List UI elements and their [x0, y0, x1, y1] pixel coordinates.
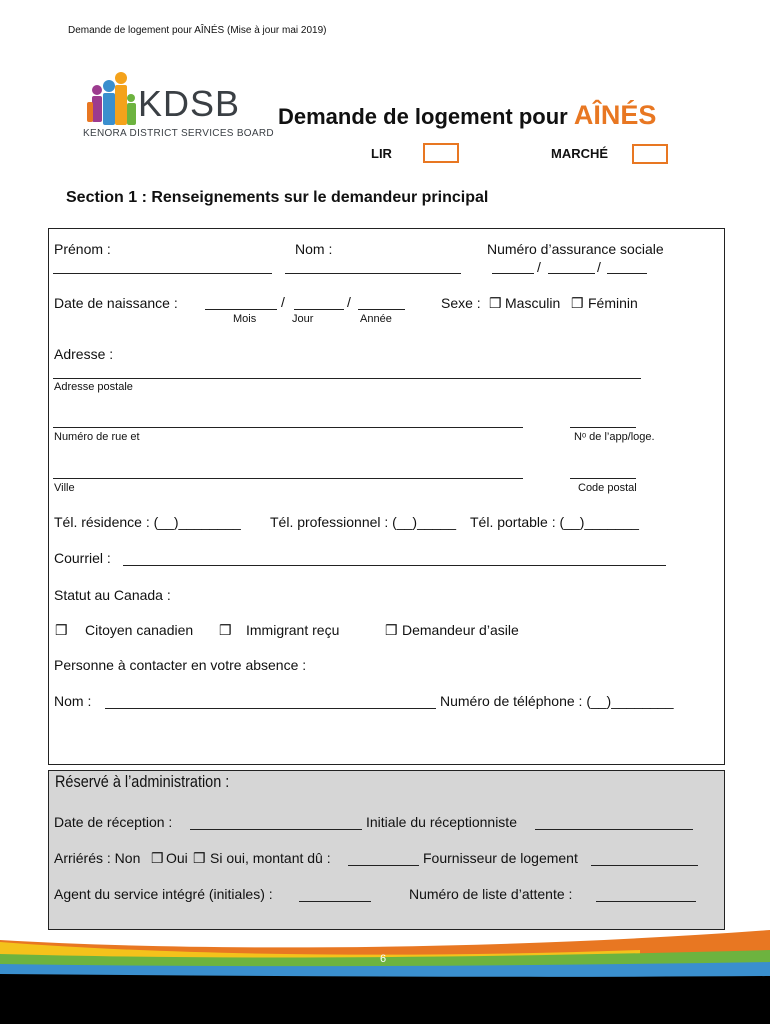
montant-field[interactable] — [348, 865, 419, 866]
footer-banner — [0, 930, 770, 1024]
admin-section — [48, 770, 725, 930]
asile-checkbox[interactable]: ❒ — [385, 622, 398, 638]
contact-label: Personne à contacter en votre absence : — [54, 657, 307, 673]
date-reception-field[interactable] — [190, 829, 362, 830]
code-postal-caption: Code postal — [578, 482, 637, 494]
app-field[interactable] — [570, 427, 636, 428]
nas-separator: / — [537, 259, 541, 275]
admin-title: Réservé à l’administration : — [55, 772, 230, 791]
liste-label: Numéro de liste d’attente : — [409, 886, 573, 902]
tel-portable-field[interactable]: Tél. portable : (__)_______ — [470, 514, 639, 530]
initiale-field[interactable] — [535, 829, 693, 830]
sexe-masculin-label: Masculin — [505, 295, 561, 311]
adresse-postale-field[interactable] — [53, 378, 641, 379]
ville-caption: Ville — [54, 482, 75, 494]
dob-month-field[interactable] — [205, 309, 277, 310]
nas-separator: / — [597, 259, 601, 275]
title-accent: AÎNÉS — [573, 100, 657, 130]
dob-separator: / — [281, 294, 285, 310]
ville-field[interactable] — [53, 478, 523, 479]
dob-day-caption: Jour — [292, 313, 314, 325]
courriel-field[interactable] — [123, 565, 666, 566]
family-figures-icon — [83, 72, 143, 130]
tel-residence-field[interactable]: Tél. résidence : (__)________ — [54, 514, 241, 530]
courriel-label: Courriel : — [54, 550, 111, 566]
logo-wordmark: KDSB — [138, 83, 241, 124]
date-reception-label: Date de réception : — [54, 814, 173, 830]
prenom-label: Prénom : — [54, 241, 111, 257]
initiale-label: Initiale du réceptionniste — [366, 814, 517, 830]
citoyen-label: Citoyen canadien — [85, 622, 194, 638]
nas-field-1[interactable] — [492, 273, 534, 274]
prenom-field[interactable] — [53, 273, 272, 274]
arrieres-label: Arriérés : Non — [54, 850, 141, 866]
nom-field[interactable] — [285, 273, 461, 274]
adresse-postale-caption: Adresse postale — [54, 381, 133, 393]
si-oui-label: Si oui, montant dû : — [210, 850, 331, 866]
sexe-masculin-checkbox[interactable]: ❒ — [489, 295, 502, 311]
nom-label: Nom : — [295, 241, 333, 257]
app-caption: Nᵒ de l’app/loge. — [574, 431, 655, 443]
option-marche-label: MARCHÉ — [551, 146, 609, 161]
agent-field[interactable] — [299, 901, 371, 902]
sexe-feminin-label: Féminin — [588, 295, 638, 311]
nas-field-3[interactable] — [607, 273, 647, 274]
dob-day-field[interactable] — [294, 309, 344, 310]
arrieres-non-checkbox[interactable]: ❒ — [151, 850, 164, 866]
numero-rue-field[interactable] — [53, 427, 523, 428]
immigrant-checkbox[interactable]: ❒ — [219, 622, 232, 638]
adresse-label: Adresse : — [54, 346, 114, 362]
option-lir-label: LIR — [371, 146, 392, 161]
section-1-title: Section 1 : Renseignements sur le demandeur principal — [66, 189, 489, 206]
dob-year-field[interactable] — [358, 309, 405, 310]
dob-separator: / — [347, 294, 351, 310]
asile-label: Demandeur d’asile — [402, 622, 519, 638]
sexe-label: Sexe : — [441, 295, 481, 311]
liste-field[interactable] — [596, 901, 696, 902]
kdsb-logo — [83, 72, 274, 144]
nas-label: Numéro d’assurance sociale — [487, 241, 664, 257]
numero-rue-caption: Numéro de rue et — [54, 431, 140, 443]
arrieres-oui-checkbox[interactable]: ❒ — [193, 850, 206, 866]
contact-nom-field[interactable] — [105, 708, 436, 709]
tel-professionnel-field[interactable]: Tél. professionnel : (__)_____ — [270, 514, 456, 530]
page-number: 6 — [380, 953, 387, 965]
option-lir-checkbox[interactable] — [423, 143, 459, 163]
citoyen-checkbox[interactable]: ❒ — [55, 622, 68, 638]
agent-label: Agent du service intégré (initiales) : — [54, 886, 273, 902]
contact-nom-label: Nom : — [54, 693, 92, 709]
dob-label: Date de naissance : — [54, 295, 178, 311]
immigrant-label: Immigrant reçu — [246, 622, 340, 638]
code-postal-field[interactable] — [570, 478, 636, 479]
dob-year-caption: Année — [360, 313, 392, 325]
logo-subtitle: KENORA DISTRICT SERVICES BOARD — [83, 128, 274, 139]
contact-tel-field[interactable]: Numéro de téléphone : (__)________ — [440, 693, 674, 709]
sexe-feminin-checkbox[interactable]: ❒ — [571, 295, 584, 311]
option-marche-checkbox[interactable] — [632, 144, 668, 164]
fournisseur-field[interactable] — [591, 865, 698, 866]
arrieres-oui-label: Oui — [166, 850, 188, 866]
nas-field-2[interactable] — [548, 273, 595, 274]
statut-label: Statut au Canada : — [54, 587, 171, 603]
fournisseur-label: Fournisseur de logement — [423, 850, 578, 866]
dob-month-caption: Mois — [233, 313, 257, 325]
title-main: Demande de logement pour — [278, 104, 574, 129]
document-header-text: Demande de logement pour AÎNÉS (Mise à jour mai 2019) — [68, 25, 327, 36]
page-title — [278, 100, 656, 131]
